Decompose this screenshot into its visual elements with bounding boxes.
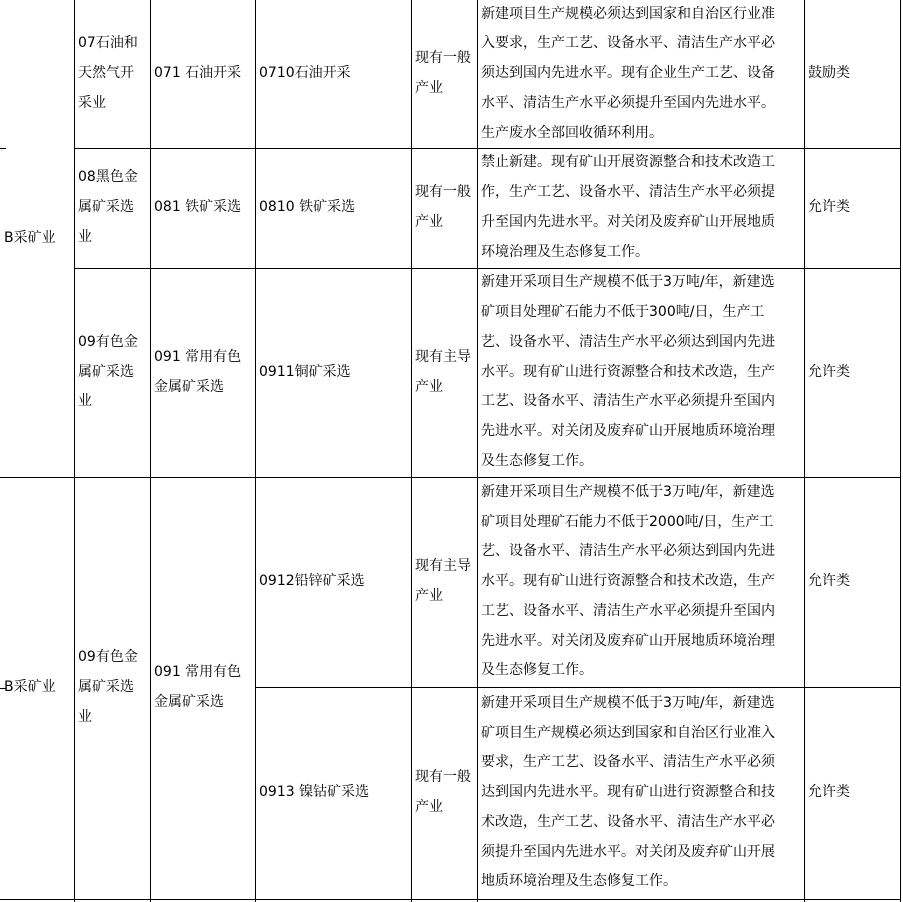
category-label: B采矿业 — [4, 679, 56, 696]
class-cell — [255, 477, 411, 687]
class-label: 0913 镍钴矿采选 — [259, 784, 370, 801]
requirement-cell — [477, 477, 804, 687]
requirement-cell — [477, 687, 804, 899]
status-cell — [411, 687, 477, 899]
division-label: 08黑色金 属矿采选 业 — [78, 169, 138, 245]
category-type-label: 鼓励类 — [808, 65, 850, 82]
category-type-label: 允许类 — [808, 199, 850, 216]
status-cell — [411, 477, 477, 687]
division-label: 07石油和 天然气开 采业 — [78, 35, 138, 111]
group-label: 091 常用有色 金属矿采选 — [154, 348, 242, 395]
division-cell — [74, 268, 150, 477]
class-cell — [255, 268, 411, 477]
class-cell — [255, 687, 411, 899]
category-cell — [0, 0, 74, 477]
status-label: 现有一般 产业 — [415, 769, 471, 815]
division-label: 09有色金 属矿采选 业 — [78, 649, 138, 725]
type-cell — [804, 687, 900, 899]
division-cell — [74, 477, 150, 899]
class-label: 0911铜矿采选 — [259, 363, 351, 380]
category-type-label: 允许类 — [808, 784, 850, 801]
type-cell — [804, 477, 900, 687]
class-label: 0912铅锌矿采选 — [259, 573, 365, 590]
group-cell — [150, 477, 255, 899]
status-cell — [411, 0, 477, 148]
class-label: 0710石油开采 — [259, 65, 351, 82]
category-cell — [0, 477, 74, 899]
requirement-text: 禁止新建。现有矿山开展资源整合和技术改造工 作，生产工艺、设备水平、清洁生产水平必须提 升至国内先进水平。对关闭及废弃矿山开展地质 环境治理及生态修复工作。 — [481, 154, 775, 260]
category-type-label: 允许类 — [808, 573, 850, 590]
grid-line — [0, 899, 901, 900]
division-label: 09有色金 属矿采选 业 — [78, 333, 138, 410]
class-cell — [255, 148, 411, 268]
group-cell — [150, 0, 255, 148]
category-type-label: 允许类 — [808, 363, 850, 380]
requirement-cell — [477, 0, 804, 148]
status-label: 现有主导 产业 — [415, 558, 471, 604]
status-label: 现有一般 产业 — [415, 50, 471, 96]
type-cell — [804, 148, 900, 268]
grid-line — [900, 0, 901, 902]
requirement-text: 新建项目生产规模必须达到国家和自治区行业准 入要求，生产工艺、设备水平、清洁生产水平必 须达到国内先进水平。现有企业生产工艺、设备 水平、清洁生产水平必须提升至国内先进水平。 生产废水全部回收循环利用。 — [481, 5, 775, 141]
group-cell — [150, 148, 255, 268]
group-cell — [150, 268, 255, 477]
requirement-cell — [477, 268, 804, 477]
group-label: 071 石油开采 — [154, 65, 242, 82]
status-label: 现有一般 产业 — [415, 184, 471, 230]
division-cell — [74, 0, 150, 148]
type-cell — [804, 0, 900, 148]
requirement-text: 新建开采项目生产规模不低于3万吨/年，新建选 矿项目处理矿石能力不低于2000吨/日，生产工 艺、设备水平、清洁生产水平必须达到国内先进 水平。现有矿山进行资源整合和技术改造，生产 工艺、设备水平、清洁生产水平必须提升至国内 先进水平。对关闭及废弃矿山开展地质环境治理 及生态修复工作。 — [481, 483, 775, 679]
class-label: 0810 铁矿采选 — [259, 199, 356, 216]
type-cell — [804, 268, 900, 477]
status-label: 现有主导 产业 — [415, 348, 471, 395]
group-label: 091 常用有色 金属矿采选 — [154, 664, 242, 710]
requirement-text: 新建开采项目生产规模不低于3万吨/年，新建选 矿项目生产规模必须达到国家和自治区行业准入 要求，生产工艺、设备水平、清洁生产水平必须 达到国内先进水平。现有矿山进行资源整合和技 术改造，生产工艺、设备水平、清洁生产水平必 须提升至国内先进水平。对关闭及废弃矿山开展 地质环境治理及生态修复工作。 — [481, 694, 775, 890]
division-cell — [74, 148, 150, 268]
group-label: 081 铁矿采选 — [154, 199, 242, 216]
requirement-cell — [477, 148, 804, 268]
category-label: B采矿业 — [4, 229, 56, 246]
status-cell — [411, 148, 477, 268]
status-cell — [411, 268, 477, 477]
requirement-text: 新建开采项目生产规模不低于3万吨/年，新建选 矿项目处理矿石能力不低于300吨/日，生产工 艺、设备水平、清洁生产水平必须达到国内先进 水平。现有矿山进行资源整合和技术改造，生产 工艺、设备水平、清洁生产水平必须提升至国内 先进水平。对关闭及废弃矿山开展地质环境治理 及生态修复工作。 — [481, 274, 775, 469]
class-cell — [255, 0, 411, 148]
